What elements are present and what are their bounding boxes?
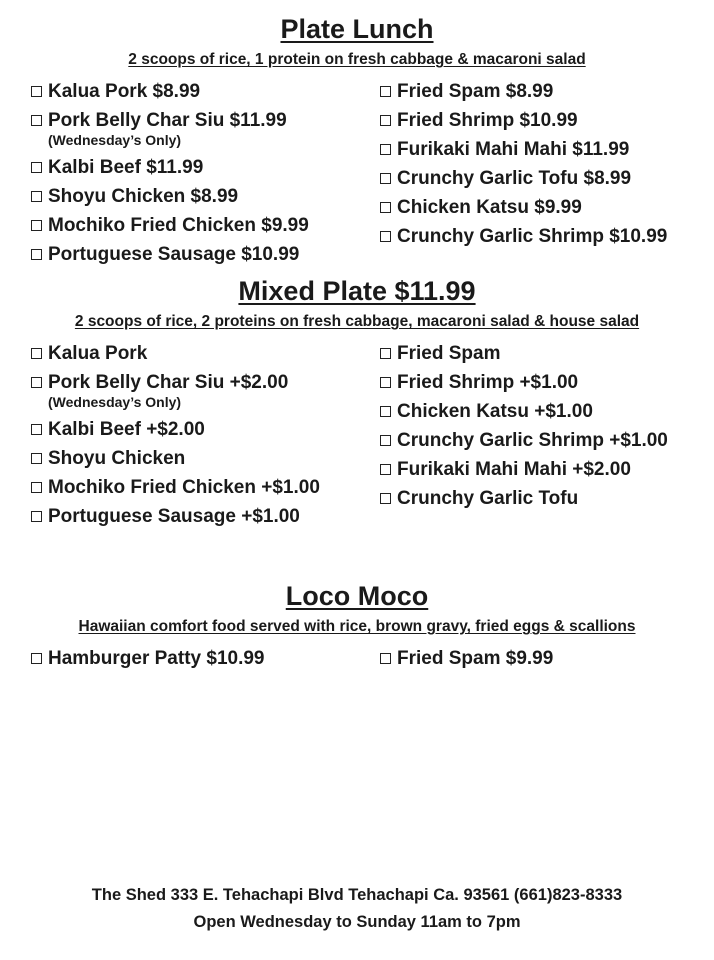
menu-item-label: Fried Spam $9.99 [397,648,554,669]
menu-item-note: (Wednesday’s Only) [48,132,182,148]
checkbox-icon[interactable] [380,115,391,126]
checkbox-icon[interactable] [31,162,42,173]
checkbox-icon[interactable] [31,424,42,435]
checkbox-icon[interactable] [31,377,42,388]
menu-item[interactable] [31,211,309,240]
checkbox-icon[interactable] [31,348,42,359]
menu-item[interactable] [380,484,668,513]
menu-item-label: Fried Spam $8.99 [397,81,554,102]
menu-item[interactable] [31,77,309,106]
menu-item-label: Fried Shrimp $10.99 [397,110,578,131]
menu-item-label: Hamburger Patty $10.99 [48,648,265,669]
menu-item-label: Furikaki Mahi Mahi $11.99 [397,139,630,160]
mixed-plate-left-column [31,339,320,531]
plate-lunch-section [0,12,714,70]
checkbox-icon[interactable] [31,653,42,664]
menu-item[interactable] [31,240,309,269]
plate-lunch-subtitle: 2 scoops of rice, 1 protein on fresh cabbage & macaroni salad [128,51,586,68]
menu-item-label: Crunchy Garlic Shrimp $10.99 [397,226,668,247]
menu-item-note: (Wednesday’s Only) [48,394,182,410]
menu-item[interactable] [380,455,668,484]
menu-item[interactable] [31,502,320,531]
menu-item[interactable] [31,153,309,182]
menu-item-label: Kalbi Beef $11.99 [48,157,204,178]
menu-item-label: Fried Shrimp +$1.00 [397,372,579,393]
checkbox-icon[interactable] [380,406,391,417]
checkbox-icon[interactable] [380,231,391,242]
menu-item[interactable] [31,473,320,502]
menu-item-label: Mochiko Fried Chicken +$1.00 [48,477,320,498]
loco-moco-right-column [380,644,553,673]
menu-item[interactable] [380,164,667,193]
plate-lunch-right-column [380,77,667,251]
checkbox-icon[interactable] [31,220,42,231]
menu-item-label: Kalbi Beef +$2.00 [48,419,205,440]
mixed-plate-section [0,274,714,332]
menu-item[interactable] [380,77,667,106]
loco-moco-section [0,579,714,637]
checkbox-icon[interactable] [31,511,42,522]
checkbox-icon[interactable] [380,377,391,388]
checkbox-icon[interactable] [31,453,42,464]
footer-address: The Shed 333 E. Tehachapi Blvd Tehachapi Ca. 93561 (661)823-8333 [91,886,623,904]
menu-item-label: Fried Spam [397,343,501,364]
menu-item[interactable] [380,368,668,397]
menu-item-label: Kalua Pork $8.99 [48,81,201,102]
mixed-plate-title: Mixed Plate $11.99 [238,276,476,306]
checkbox-icon[interactable] [380,348,391,359]
checkbox-icon[interactable] [31,86,42,97]
menu-item-label: Chicken Katsu +$1.00 [397,401,593,422]
menu-item[interactable] [31,444,320,473]
menu-item-label: Pork Belly Char Siu $11.99 [48,110,287,131]
menu-item[interactable] [380,397,668,426]
menu-item[interactable] [380,193,667,222]
menu-item-label: Shoyu Chicken [48,448,186,469]
menu-item-label: Kalua Pork [48,343,148,364]
plate-lunch-left-column [31,77,309,269]
menu-item[interactable] [380,644,553,673]
menu-item[interactable] [380,339,668,368]
mixed-plate-subtitle: 2 scoops of rice, 2 proteins on fresh cabbage, macaroni salad & house salad [74,313,640,330]
menu-item-label: Furikaki Mahi Mahi +$2.00 [397,459,631,480]
menu-item-label: Portuguese Sausage $10.99 [48,244,300,265]
checkbox-icon[interactable] [380,144,391,155]
menu-item-label: Mochiko Fried Chicken $9.99 [48,215,309,236]
menu-item-label: Chicken Katsu $9.99 [397,197,582,218]
checkbox-icon[interactable] [31,249,42,260]
menu-item[interactable] [380,222,667,251]
menu-item[interactable] [31,644,265,673]
menu-item[interactable] [380,106,667,135]
menu-item-label: Pork Belly Char Siu +$2.00 [48,372,289,393]
menu-item-label: Portuguese Sausage +$1.00 [48,506,300,527]
loco-moco-left-column [31,644,265,673]
menu-item[interactable] [31,182,309,211]
checkbox-icon[interactable] [380,653,391,664]
checkbox-icon[interactable] [31,115,42,126]
checkbox-icon[interactable] [380,464,391,475]
checkbox-icon[interactable] [31,482,42,493]
checkbox-icon[interactable] [380,493,391,504]
menu-item-label: Crunchy Garlic Tofu [397,488,579,509]
menu-item[interactable] [31,415,320,444]
checkbox-icon[interactable] [380,173,391,184]
mixed-plate-right-column [380,339,668,513]
loco-moco-subtitle: Hawaiian comfort food served with rice, brown gravy, fried eggs & scallions [78,618,636,635]
checkbox-icon[interactable] [380,86,391,97]
checkbox-icon[interactable] [31,191,42,202]
loco-moco-title: Loco Moco [285,581,429,611]
checkbox-icon[interactable] [380,202,391,213]
menu-item[interactable] [380,426,668,455]
menu-item[interactable] [380,135,667,164]
plate-lunch-title: Plate Lunch [280,14,434,44]
checkbox-icon[interactable] [380,435,391,446]
menu-item-label: Crunchy Garlic Tofu $8.99 [397,168,632,189]
footer-hours: Open Wednesday to Sunday 11am to 7pm [193,913,521,931]
menu-item[interactable] [31,339,320,368]
menu-item-label: Crunchy Garlic Shrimp +$1.00 [397,430,668,451]
menu-item-label: Shoyu Chicken $8.99 [48,186,239,207]
footer [0,882,714,936]
